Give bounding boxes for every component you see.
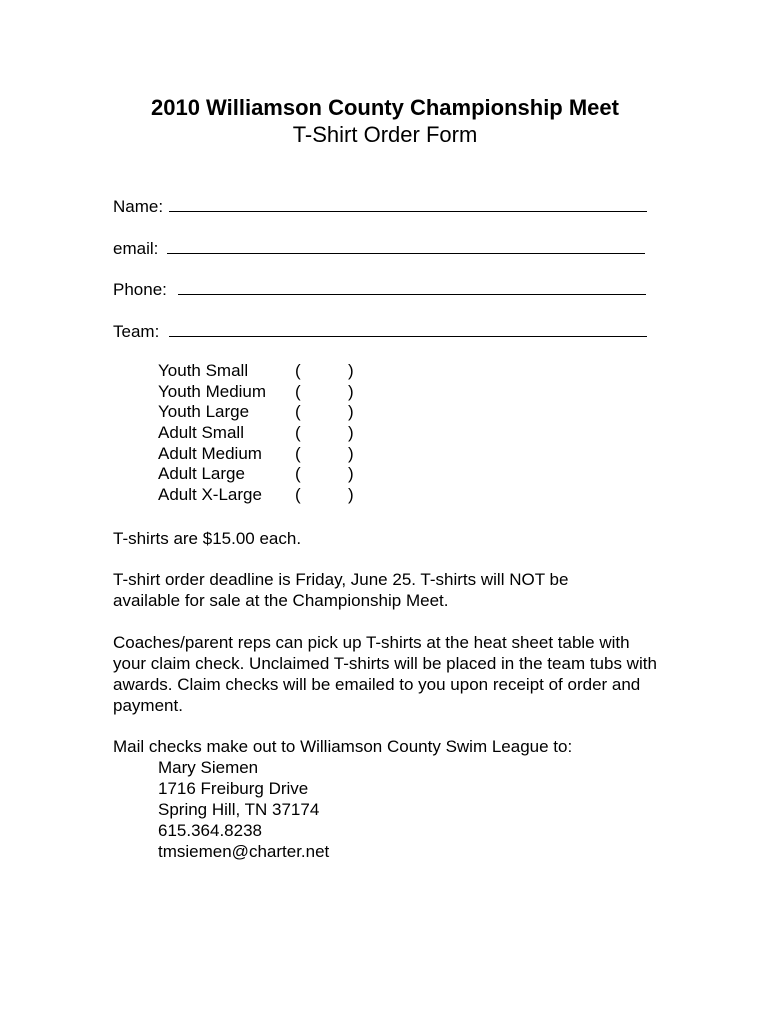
size-quantity-close-paren: ) [348, 443, 354, 463]
team-field [113, 320, 647, 343]
email-blank-line[interactable] [167, 237, 645, 254]
mail-city: Spring Hill, TN 37174 [158, 800, 320, 819]
pickup-text: Coaches/parent reps can pick up T-shirts at the heat sheet table with your claim check. Unclaimed T-shirts will be placed in the team tubs with awards. Claim checks will be emailed to you upon receipt of order and payment. [113, 633, 657, 715]
size-quantity-close-paren: ) [348, 402, 354, 422]
name-field [113, 195, 647, 218]
size-label: Adult Large [158, 464, 245, 484]
mail-street: 1716 Freiburg Drive [158, 779, 309, 798]
team-label: Team: [113, 322, 160, 341]
size-label: Adult X-Large [158, 485, 262, 505]
phone-blank-line[interactable] [178, 278, 646, 295]
size-label: Youth Small [158, 361, 249, 380]
mail-recipient-name: Mary Siemen [158, 758, 259, 777]
price-text: T-shirts are $15.00 each. [113, 529, 302, 548]
phone-label: Phone: [113, 280, 167, 299]
size-quantity-open-paren[interactable]: ( [295, 361, 301, 380]
email-label: email: [113, 239, 159, 258]
size-quantity-open-paren[interactable]: ( [295, 423, 301, 443]
size-quantity-open-paren[interactable]: ( [295, 464, 301, 484]
mail-phone: 615.364.8238 [158, 821, 262, 840]
page-subtitle: T-Shirt Order Form [292, 122, 478, 147]
size-quantity-close-paren: ) [348, 361, 354, 380]
size-label: Youth Large [158, 402, 250, 422]
size-quantity-close-paren: ) [348, 485, 354, 505]
deadline-text: T-shirt order deadline is Friday, June 25. T-shirts will NOT be available for sale at the Championship Meet. [113, 570, 569, 610]
page-title: 2010 Williamson County Championship Meet [151, 95, 619, 120]
size-quantity-open-paren[interactable]: ( [295, 402, 301, 422]
size-quantity-open-paren[interactable]: ( [295, 485, 301, 505]
size-quantity-close-paren: ) [348, 423, 354, 443]
size-label: Adult Medium [158, 443, 262, 463]
team-blank-line[interactable] [169, 320, 647, 337]
size-label: Youth Medium [158, 381, 267, 401]
email-field [113, 237, 645, 260]
phone-field [113, 278, 646, 301]
size-quantity-close-paren: ) [348, 381, 354, 401]
mail-email[interactable]: tmsiemen@charter.net [158, 842, 330, 861]
name-blank-line[interactable] [169, 195, 647, 212]
size-quantity-open-paren[interactable]: ( [295, 381, 301, 401]
size-quantity-close-paren: ) [348, 464, 354, 484]
mail-intro: Mail checks make out to Williamson County Swim League to: [113, 737, 573, 756]
name-label: Name: [113, 197, 164, 216]
size-quantity-open-paren[interactable]: ( [295, 443, 301, 463]
size-label: Adult Small [158, 423, 244, 443]
